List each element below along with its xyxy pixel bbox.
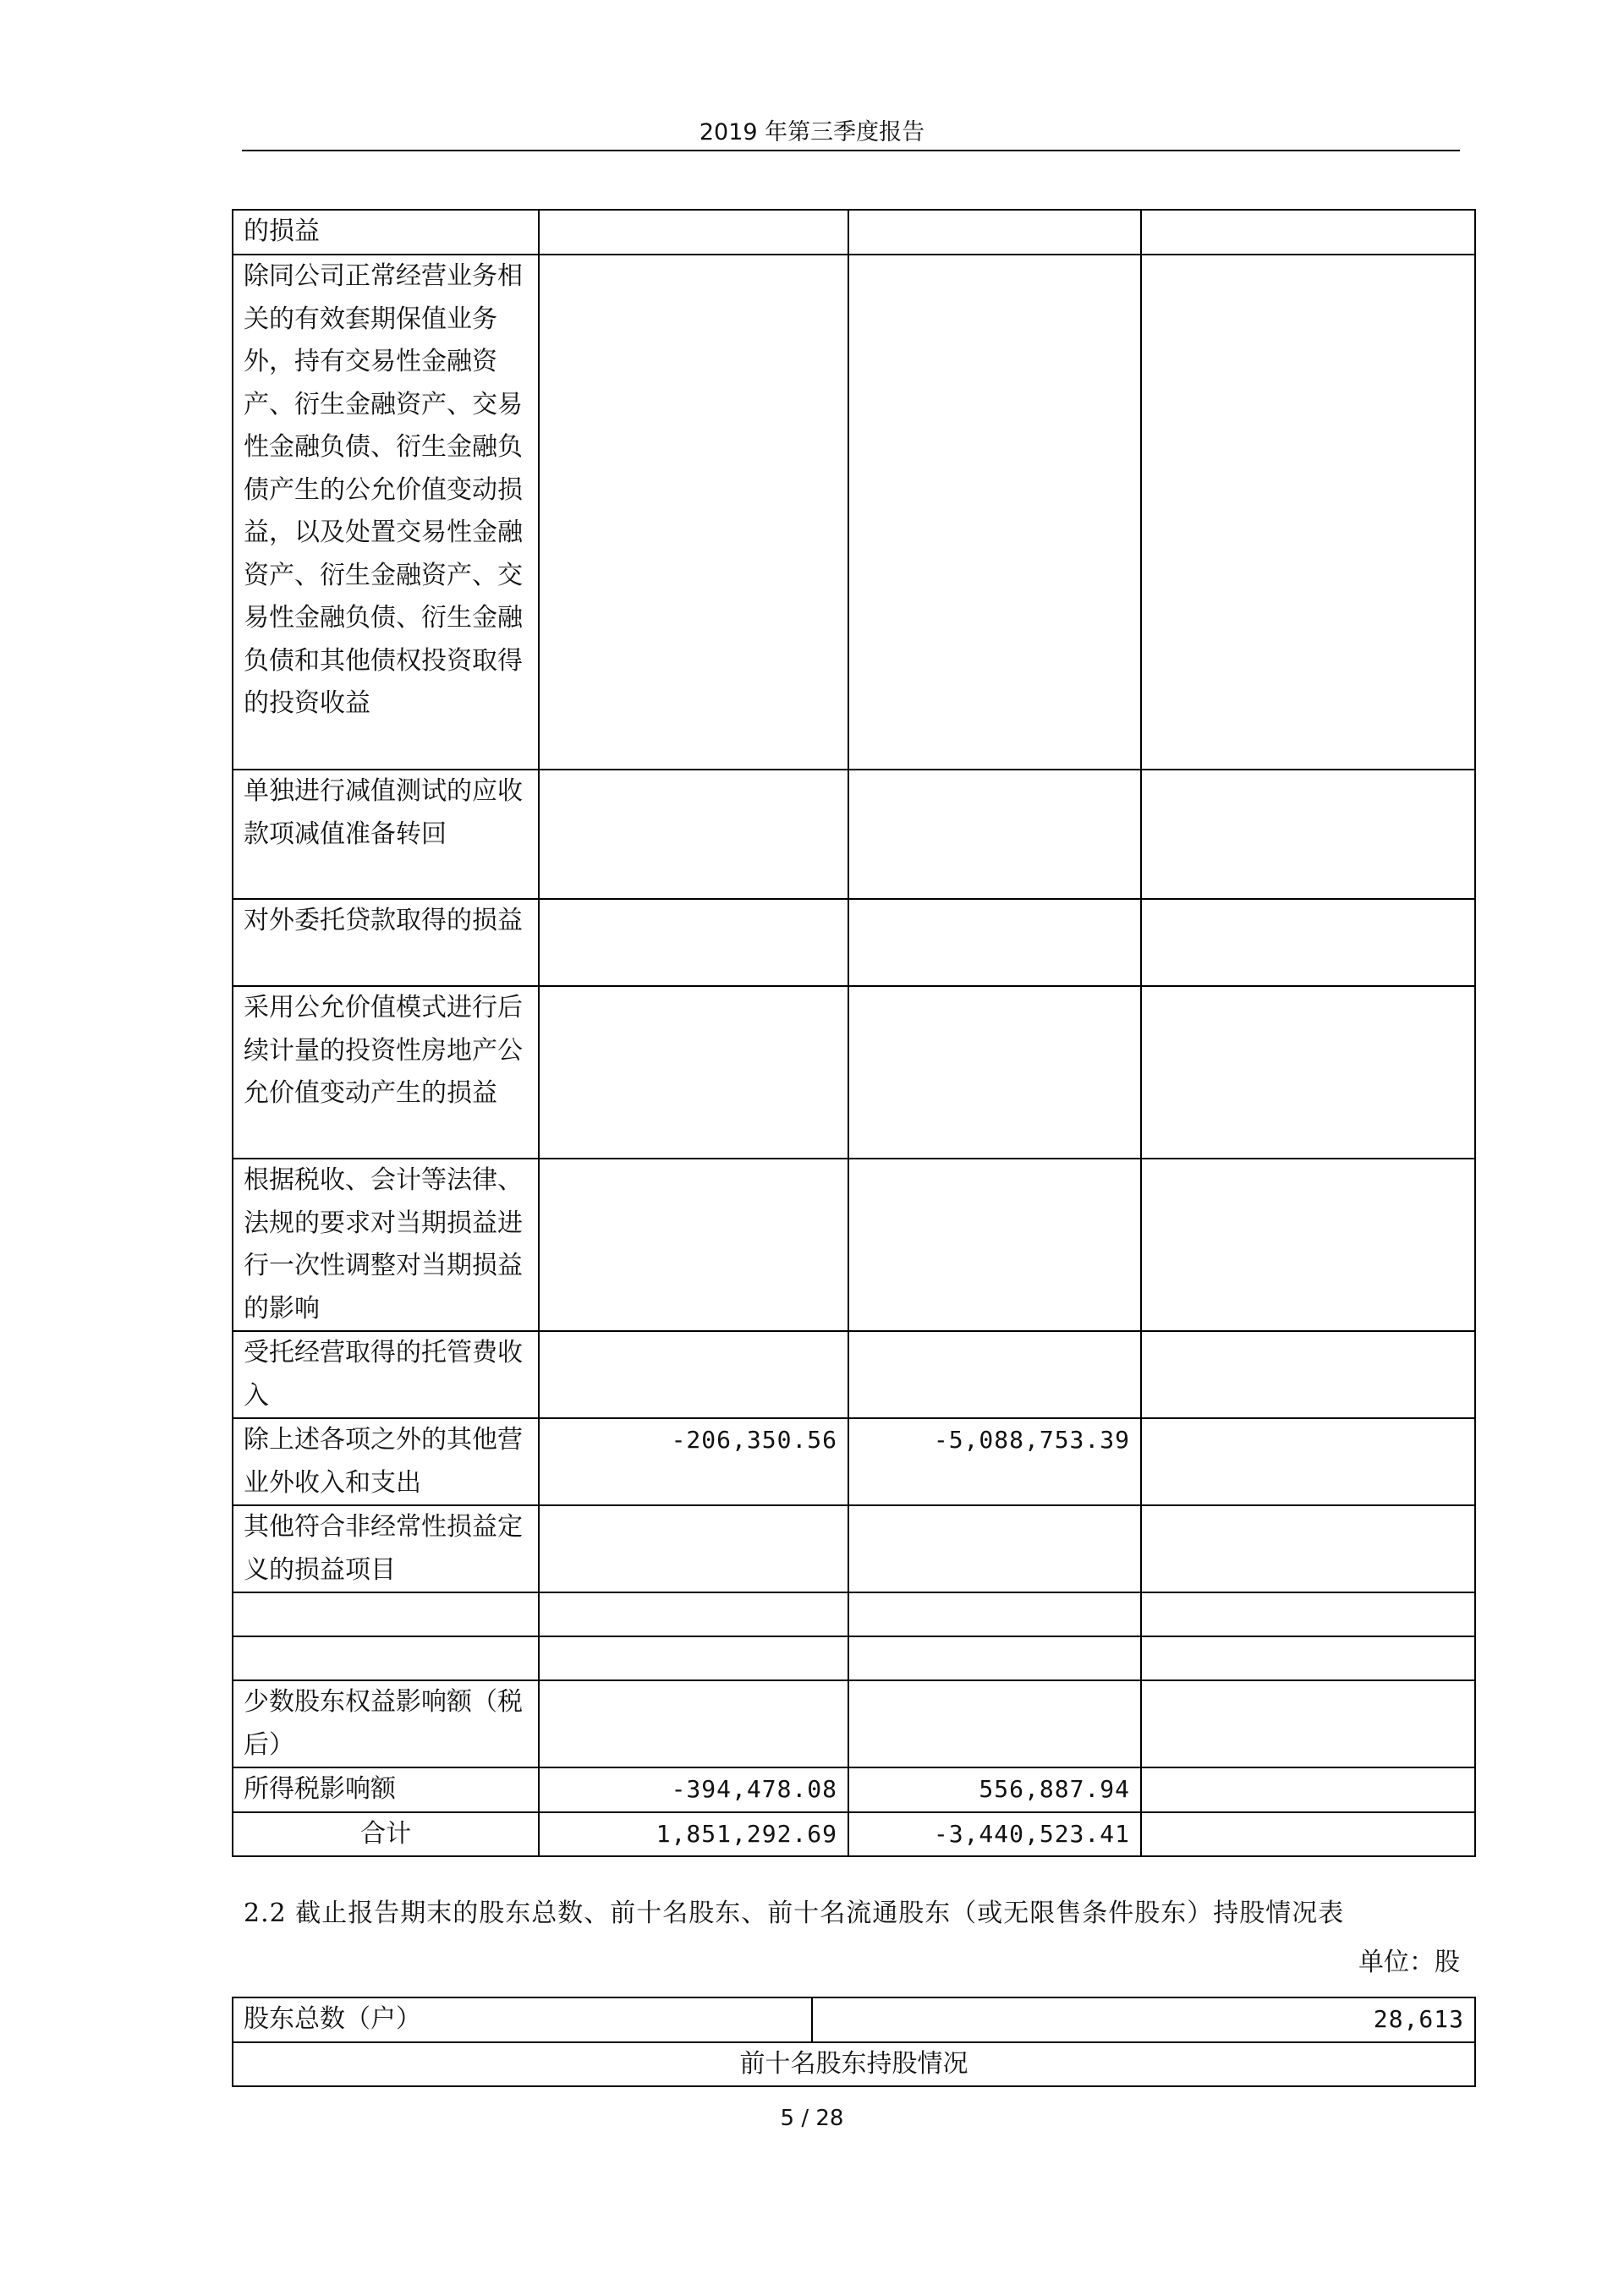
row-value-3 [1141,1592,1475,1636]
row-value-2 [848,1505,1141,1592]
top10-shareholders-heading: 前十名股东持股情况 [233,2042,1475,2087]
row-value-3 [1141,1505,1475,1592]
row-value-3 [1141,1636,1475,1680]
row-value-1 [539,1636,848,1680]
table-row [233,1505,1475,1592]
row-value-3 [1141,255,1475,770]
row-value-1 [539,770,848,899]
table-row [233,1680,1475,1767]
row-value-3 [1141,210,1475,255]
non-recurring-gains-table [232,209,1476,1857]
table-row [233,1636,1475,1680]
row-value-3 [1141,1680,1475,1767]
row-value-2: 556,887.94 [848,1767,1141,1812]
row-value-1: -394,478.08 [539,1767,848,1812]
row-value-2 [848,1636,1141,1680]
shareholders-table [232,1997,1476,2087]
row-value-2 [848,210,1141,255]
row-value-3 [1141,986,1475,1159]
row-value-2 [848,1331,1141,1418]
row-value-2: -5,088,753.39 [848,1418,1141,1505]
row-value-3 [1141,1331,1475,1418]
row-value-2 [848,770,1141,899]
row-value-1 [539,1331,848,1418]
row-value-2 [848,899,1141,986]
shareholder-total-value: 28,613 [812,1997,1475,2042]
unit-label: 单位：股 [1358,1948,1460,1977]
table-row [233,1997,1475,2042]
row-item-label: 除上述各项之外的其他营业外收入和支出 [233,1418,539,1505]
table-row [233,255,1475,770]
row-value-1 [539,899,848,986]
row-value-1 [539,1680,848,1767]
row-item-label: 单独进行减值测试的应收款项减值准备转回 [233,770,539,899]
row-value-2 [848,255,1141,770]
row-value-2 [848,1592,1141,1636]
row-value-3 [1141,1159,1475,1331]
row-value-1 [539,1505,848,1592]
table-row-total [233,1812,1475,1857]
table-row [233,899,1475,986]
row-value-2 [848,986,1141,1159]
page-number: 5 / 28 [780,2106,844,2131]
total-value-2: -3,440,523.41 [848,1812,1141,1857]
header-divider [242,150,1460,151]
row-value-1 [539,255,848,770]
section-heading: 2.2 截止报告期末的股东总数、前十名股东、前十名流通股东（或无限售条件股东）持股情况表 [244,1899,1345,1928]
row-value-3 [1141,899,1475,986]
row-item-label: 受托经营取得的托管费收入 [233,1331,539,1418]
table-row [233,210,1475,255]
table-row [233,1159,1475,1331]
row-item-label: 其他符合非经常性损益定义的损益项目 [233,1505,539,1592]
row-value-1 [539,986,848,1159]
table-row [233,770,1475,899]
table-row [233,986,1475,1159]
row-item-label: 采用公允价值模式进行后续计量的投资性房地产公允价值变动产生的损益 [233,986,539,1159]
row-value-3 [1141,1418,1475,1505]
shareholder-total-label: 股东总数（户） [233,1997,812,2042]
row-item-label: 对外委托贷款取得的损益 [233,899,539,986]
row-item-label [233,1636,539,1680]
table-row [233,1767,1475,1812]
row-value-1 [539,210,848,255]
total-value-3 [1141,1812,1475,1857]
total-value-1: 1,851,292.69 [539,1812,848,1857]
row-value-1 [539,1159,848,1331]
row-value-2 [848,1159,1141,1331]
row-value-3 [1141,770,1475,899]
table-row [233,1331,1475,1418]
row-item-label [233,1592,539,1636]
row-value-1 [539,1592,848,1636]
row-item-label: 的损益 [233,210,539,255]
row-value-1: -206,350.56 [539,1418,848,1505]
row-value-2 [848,1680,1141,1767]
table-row [233,1592,1475,1636]
row-value-3 [1141,1767,1475,1812]
row-item-label: 所得税影响额 [233,1767,539,1812]
table-row [233,2042,1475,2087]
row-item-label: 根据税收、会计等法律、法规的要求对当期损益进行一次性调整对当期损益的影响 [233,1159,539,1331]
total-label: 合计 [233,1812,539,1857]
row-item-label: 少数股东权益影响额（税后） [233,1680,539,1767]
page-header-title: 2019 年第三季度报告 [699,119,925,145]
table-row [233,1418,1475,1505]
row-item-label: 除同公司正常经营业务相关的有效套期保值业务外，持有交易性金融资产、衍生金融资产、交易性金融负债、衍生金融负债产生的公允价值变动损益，以及处置交易性金融资产、衍生金融资产、交易性金融负债、衍生金融负债和其他债权投资取得的投资收益 [233,255,539,770]
